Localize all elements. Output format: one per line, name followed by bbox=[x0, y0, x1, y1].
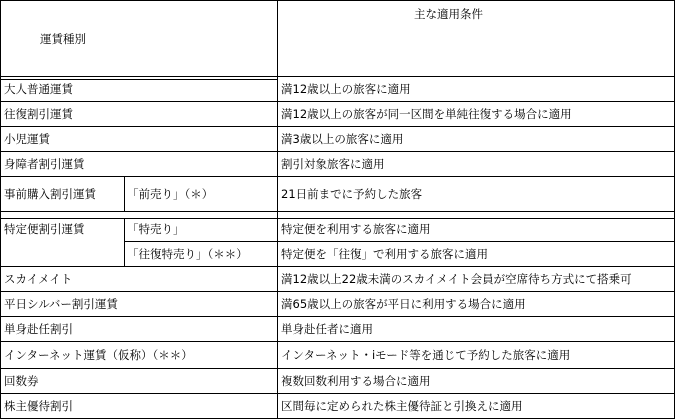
row-line bbox=[124, 241, 675, 242]
fare-name: 事前購入割引運賃 bbox=[4, 187, 96, 201]
fare-condition: 満12歳以上の旅客に適用 bbox=[281, 82, 411, 96]
row-line bbox=[0, 151, 675, 152]
row-line bbox=[0, 266, 675, 267]
fare-subtype: 「特売り」 bbox=[127, 222, 185, 236]
border-left bbox=[0, 0, 1, 419]
fare-condition: 割引対象旅客に適用 bbox=[281, 157, 385, 171]
row-line bbox=[0, 368, 675, 369]
fare-condition: 満12歳以上の旅客が同一区間を単純往復する場合に適用 bbox=[281, 107, 572, 121]
header-conditions: 主な適用条件 bbox=[414, 7, 483, 21]
row-line bbox=[0, 218, 675, 219]
fare-condition: 区間毎に定められた株主優待証と引換えに適用 bbox=[281, 399, 523, 413]
border-top bbox=[0, 0, 675, 1]
header-fare-type: 運賃種別 bbox=[40, 32, 86, 46]
row-line bbox=[0, 341, 675, 342]
fare-condition: 満3歳以上の旅客に適用 bbox=[281, 132, 404, 146]
row-line bbox=[0, 126, 675, 127]
row-line bbox=[0, 101, 675, 102]
row-line bbox=[0, 176, 675, 177]
fare-subtype: 「前売り」（＊） bbox=[127, 187, 214, 201]
header-inner-line bbox=[0, 79, 277, 80]
fare-name: 小児運賃 bbox=[4, 132, 50, 146]
fare-name: 大人普通運賃 bbox=[4, 82, 73, 96]
fare-name: 身障者割引運賃 bbox=[4, 157, 85, 171]
fare-name: 単身赴任割引 bbox=[4, 322, 73, 336]
fare-name: 回数券 bbox=[4, 374, 39, 388]
fare-condition: 21日前までに予約した旅客 bbox=[281, 187, 423, 201]
divider-subtype-upper bbox=[124, 177, 125, 211]
fare-condition: 満65歳以上の旅客が平日に利用する場合に適用 bbox=[281, 297, 526, 311]
fare-name: 平日シルバー割引運賃 bbox=[4, 297, 118, 311]
fare-condition: 満12歳以上22歳未満のスカイメイト会員が空席待ち方式にて搭乗可 bbox=[281, 272, 632, 286]
fare-subtype: 「往復特売り」（＊＊） bbox=[127, 247, 248, 261]
header-bottom-line bbox=[0, 76, 675, 77]
fare-condition: 特定便を「往復」で利用する旅客に適用 bbox=[281, 247, 488, 261]
fare-condition: 特定便を利用する旅客に適用 bbox=[281, 222, 431, 236]
fare-condition: インターネット・iモード等を通じて予約した旅客に適用 bbox=[281, 348, 571, 362]
fare-name: スカイメイト bbox=[4, 272, 73, 286]
fare-name: 特定便割引運賃 bbox=[4, 222, 85, 236]
fare-condition: 複数回数利用する場合に適用 bbox=[281, 374, 431, 388]
divider-subtype-lower bbox=[124, 218, 125, 266]
fare-name: インターネット運賃（仮称）（＊＊） bbox=[4, 348, 193, 362]
fare-condition: 単身赴任者に適用 bbox=[281, 322, 373, 336]
fare-name: 株主優待割引 bbox=[4, 399, 73, 413]
row-line bbox=[0, 211, 675, 212]
divider-name-condition bbox=[277, 0, 278, 419]
row-line bbox=[0, 316, 675, 317]
fare-name: 往復割引運賃 bbox=[4, 107, 73, 121]
row-line bbox=[0, 291, 675, 292]
row-line bbox=[0, 393, 675, 394]
